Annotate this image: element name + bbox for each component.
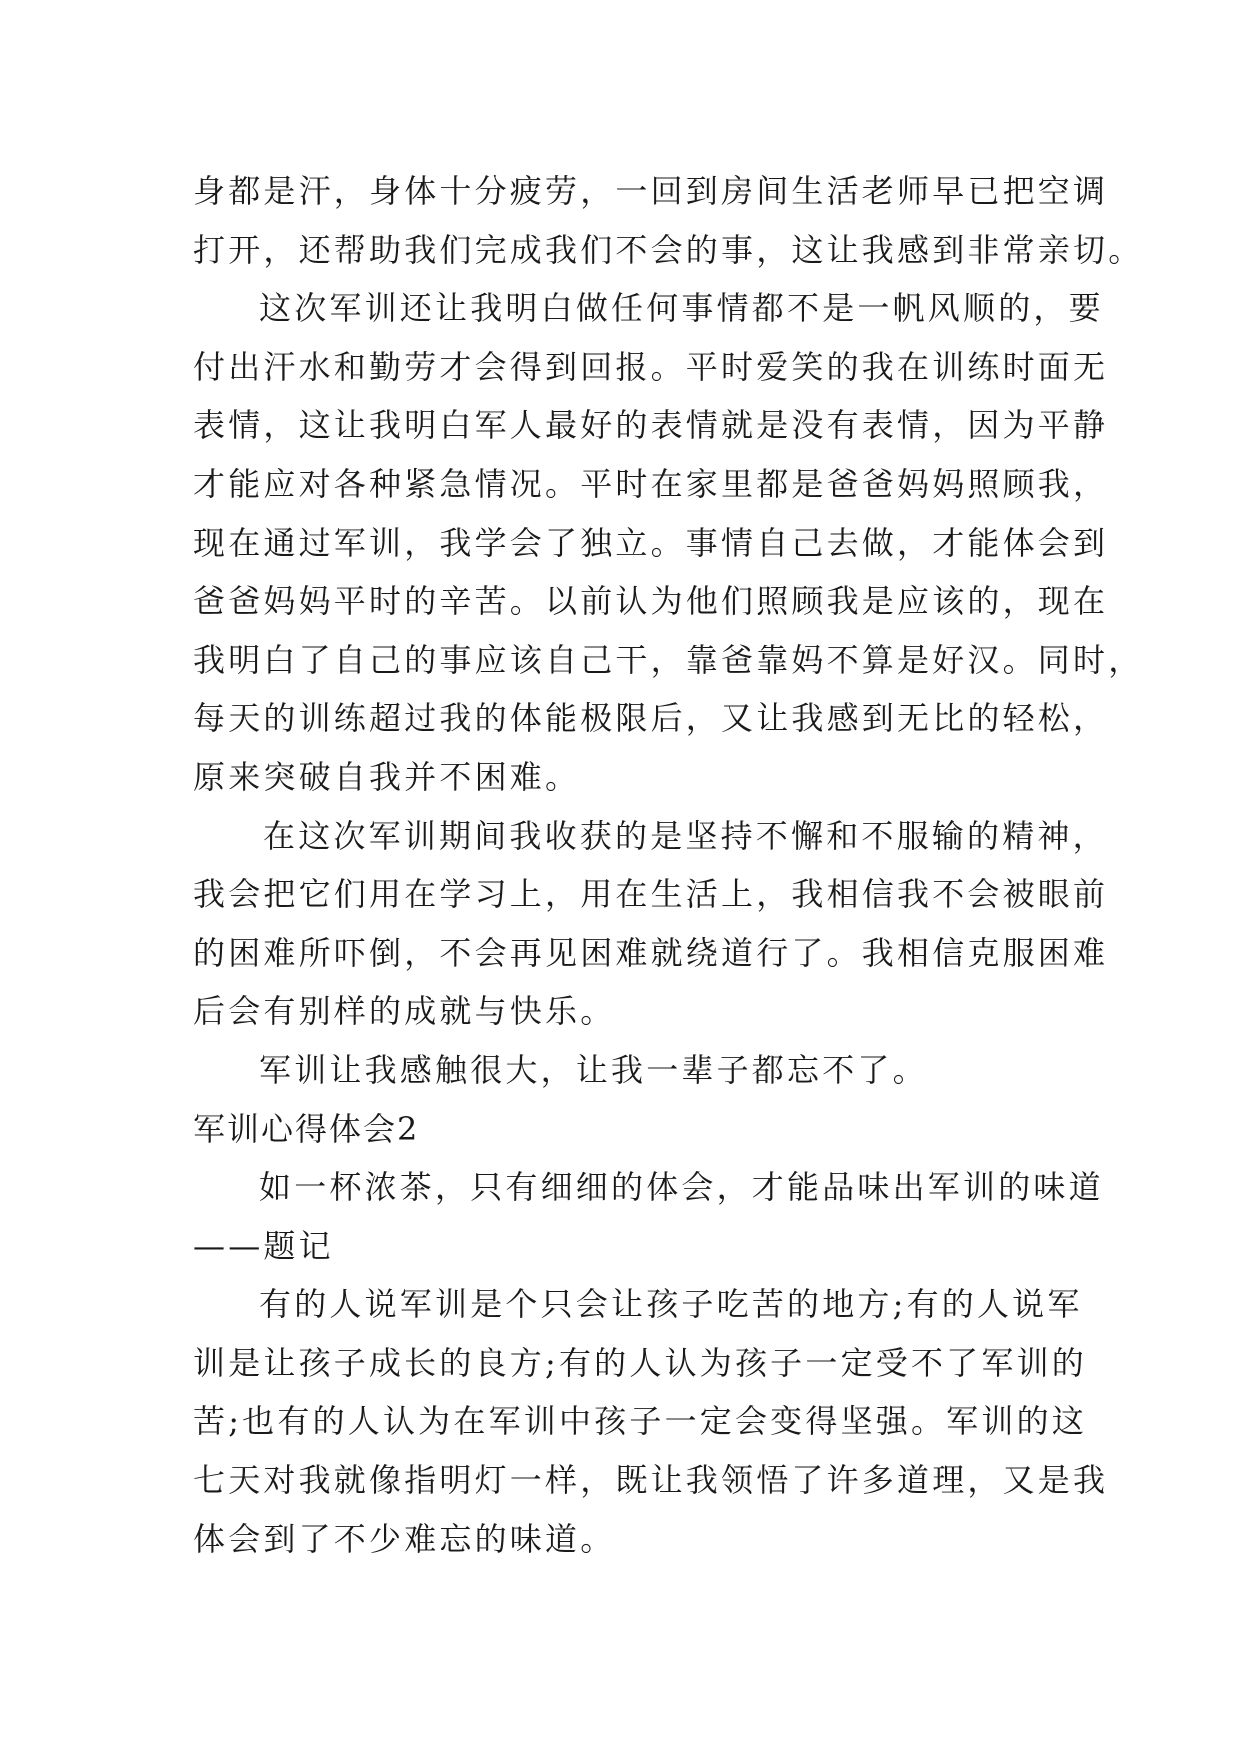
text-line: 身都是汗，身体十分疲劳，一回到房间生活老师早已把空调	[193, 172, 1109, 210]
paragraph-first-line: 这次军训还让我明白做任何事情都不是一帆风顺的，要	[259, 289, 1104, 328]
text-line: 爸爸妈妈平时的辛苦。以前认为他们照顾我是应该的，现在	[193, 582, 1109, 621]
text-line: 我会把它们用在学习上，用在生活上，我相信我不会被眼前	[193, 875, 1109, 914]
text-line: 后会有别样的成就与快乐。	[193, 992, 616, 1031]
epigraph-attribution: ——题记	[193, 1226, 334, 1265]
text-line: 现在通过军训，我学会了独立。事情自己去做，才能体会到	[193, 523, 1109, 562]
text-line: 训是让孩子成长的良方;有的人认为孩子一定受不了军训的	[193, 1343, 1087, 1382]
section-heading: 军训心得体会2	[193, 1109, 420, 1148]
paragraph-first-line: 有的人说军训是个只会让孩子吃苦的地方;有的人说军	[259, 1285, 1083, 1324]
text-line: 的困难所吓倒，不会再见困难就绕道行了。我相信克服困难	[193, 933, 1109, 972]
paragraph-first-line: 在这次军训期间我收获的是坚持不懈和不服输的精神，	[263, 816, 1108, 855]
text-line: 每天的训练超过我的体能极限后，又让我感到无比的轻松，	[193, 699, 1109, 738]
text-line: 我明白了自己的事应该自己干，靠爸靠妈不算是好汉。同时，	[193, 640, 1144, 679]
text-line: 体会到了不少难忘的味道。	[193, 1519, 616, 1558]
paragraph-first-line: 军训让我感触很大，让我一辈子都忘不了。	[259, 1050, 928, 1089]
paragraph-first-line: 如一杯浓茶，只有细细的体会，才能品味出军训的味道	[259, 1168, 1104, 1207]
text-line: 苦;也有的人认为在军训中孩子一定会变得坚强。军训的这	[193, 1402, 1087, 1441]
text-line: 七天对我就像指明灯一样，既让我领悟了许多道理，又是我	[193, 1461, 1109, 1500]
text-line: 原来突破自我并不困难。	[193, 757, 581, 796]
text-line: 才能应对各种紧急情况。平时在家里都是爸爸妈妈照顾我，	[193, 464, 1109, 503]
document-body	[193, 162, 1144, 1568]
text-line: 付出汗水和勤劳才会得到回报。平时爱笑的我在训练时面无	[193, 347, 1109, 386]
text-line: 表情，这让我明白军人最好的表情就是没有表情，因为平静	[193, 406, 1109, 445]
text-line: 打开，还帮助我们完成我们不会的事，这让我感到非常亲切。	[193, 230, 1144, 269]
